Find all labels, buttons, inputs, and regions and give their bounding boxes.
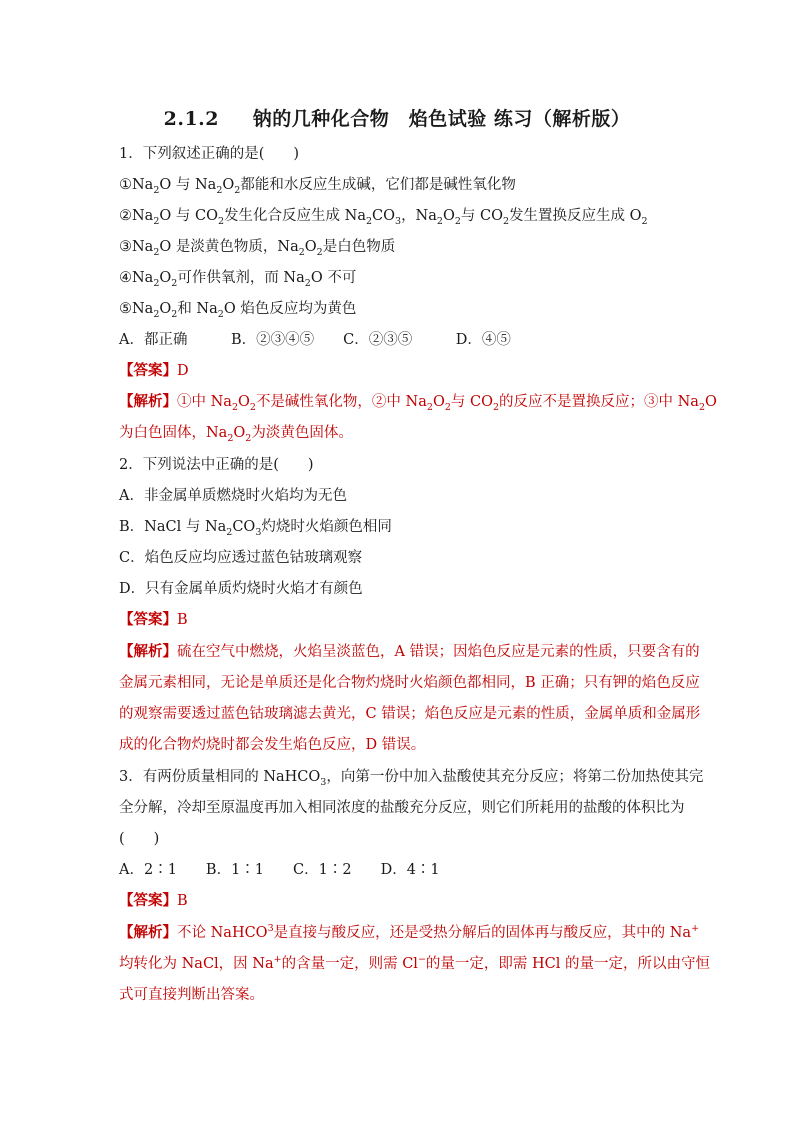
subscript: 2 — [234, 184, 241, 196]
q1-analysis-text-1: ①中 $Na_2O_2$不是碱性氧化物，②中 $Na_2O_2$与 $CO_2$的反应不是置换反应；③中 $Na_2O$ — [177, 394, 717, 413]
answer-value: B — [177, 612, 188, 628]
q1-options: A．都正确 B．②③④⑤ C．②③⑤ D．④⑤ — [119, 332, 511, 348]
subscript: 2 — [216, 184, 223, 196]
subscript: 2 — [217, 308, 224, 320]
subscript: 2 — [444, 401, 451, 413]
q1-statement-3: $③Na_2O$ 是淡黄色物质，$Na_2O_2$是白色物质 — [119, 239, 396, 258]
answer-value: B — [177, 893, 188, 909]
q2-analysis-line-4: 成的化合物灼烧时都会发生焰色反应，D 错误。 — [119, 737, 426, 753]
document-title: 2.1.2 钠的几种化合物 焰色试验 练习（解析版） — [163, 108, 631, 130]
subscript: 2 — [171, 277, 178, 289]
answer-label: 【答案】 — [119, 362, 177, 379]
subscript: 3 — [255, 526, 262, 538]
q1-answer — [119, 361, 679, 381]
answer-label: 【答案】 — [119, 892, 177, 909]
subscript: 2 — [171, 308, 178, 320]
answer-value: D — [177, 363, 189, 379]
subscript: 2 — [365, 215, 373, 227]
q3-analysis-line-2: 均转化为 NaCl，因 Na+的含量一定，则需 Cl−的量一定，即需 HCl 的量一定，所以由守恒 — [119, 954, 710, 972]
subscript: 3 — [395, 215, 402, 227]
answer-label: 【答案】 — [119, 611, 177, 628]
q2-analysis-line-2: 金属元素相同，无论是单质还是化合物灼烧时火焰颜色都相同，B 正确；只有钾的焰色反应 — [119, 675, 700, 691]
subscript: 2 — [698, 401, 706, 413]
superscript: + — [691, 923, 700, 935]
q2-answer — [119, 610, 679, 630]
q2-stem: 2．下列说法中正确的是( ) — [119, 457, 314, 473]
q1-stem: 1．下列叙述正确的是( ) — [119, 146, 300, 162]
q3-analysis-line-1 — [119, 923, 700, 943]
analysis-label: 【解析】 — [119, 643, 177, 660]
analysis-label: 【解析】 — [119, 393, 177, 410]
q2-analysis-text-1: 硫在空气中燃烧，火焰呈淡蓝色，A 错误；因焰色反应是元素的性质，只要含有的 — [177, 644, 700, 660]
q3-options: A．2∶1 B．1∶1 C．1∶2 D．4∶1 — [119, 862, 440, 878]
q3-answer — [119, 891, 679, 911]
q2-option-d: D．只有金属单质灼烧时火焰才有颜色 — [119, 581, 363, 597]
analysis-label: 【解析】 — [119, 924, 177, 941]
q2-option-c: C．焰色反应均应透过蓝色钴玻璃观察 — [119, 550, 363, 566]
subscript: 2 — [153, 246, 160, 258]
q2-analysis-line-1 — [119, 642, 700, 662]
subscript: 2 — [454, 215, 461, 227]
subscript: 2 — [153, 215, 160, 227]
subscript: 2 — [153, 184, 160, 196]
q2-analysis-line-3: 的观察需要透过蓝色钴玻璃滤去黄光，C 错误；焰色反应是元素的性质，金属单质和金属形 — [119, 706, 701, 722]
subscript: 2 — [231, 401, 238, 413]
subscript: 2 — [316, 246, 323, 258]
subscript: 2 — [153, 277, 160, 289]
subscript: 2 — [249, 401, 256, 413]
q3-stem-line-2: 全分解，冷却至原温度再加入相同浓度的盐酸充分反应，则它们所耗用的盐酸的体积比为 — [119, 800, 685, 816]
subscript: 2 — [226, 526, 233, 538]
q3-analysis-line-3: 式可直接判断出答案。 — [119, 987, 264, 1003]
q3-stem-line-1: 3．有两份质量相同的 NaHCO$_3$，向第一份中加入盐酸使其充分反应；将第二份加热使其完 — [119, 769, 704, 788]
q1-statement-1: $①Na_2O$ 与 $Na_2O_2$都能和水反应生成碱，它们都是碱性氧化物 — [119, 177, 516, 196]
subscript: 2 — [492, 401, 500, 413]
q1-statement-4: $④Na_2O_2$可作供氧剂，而 $Na_2O$ 不可 — [119, 270, 357, 289]
subscript: 2 — [153, 308, 160, 320]
superscript: − — [417, 954, 426, 966]
q3-analysis-text-1: 不论 NaHCO$^3$是直接与酸反应，还是受热分解后的固体再与酸反应，其中的 Na+ — [177, 923, 700, 941]
q1-analysis-line-1 — [119, 392, 717, 413]
subscript: 2 — [426, 401, 433, 413]
subscript: 2 — [502, 215, 510, 227]
q1-analysis-line-2: 为白色固体，$Na_2O_2$为淡黄色固体。 — [119, 425, 353, 444]
subscript: 2 — [217, 215, 225, 227]
subscript: 2 — [641, 215, 648, 227]
subscript: 2 — [436, 215, 443, 227]
q2-option-b: B．NaCl 与 $Na_2CO_3$灼烧时火焰颜色相同 — [119, 519, 392, 538]
subscript: 2 — [227, 432, 234, 444]
q3-stem-line-3: ( ) — [119, 831, 160, 847]
superscript: + — [273, 954, 282, 966]
q1-statement-5: $⑤Na_2O_2$和 $Na_2O$ 焰色反应均为黄色 — [119, 301, 357, 320]
superscript: 3 — [267, 923, 274, 935]
q2-option-a: A．非金属单质燃烧时火焰均为无色 — [119, 488, 347, 504]
subscript: 3 — [320, 776, 327, 788]
q1-statement-2: $②Na_2O$ 与 $CO_2$发生化合反应生成 $Na_2CO_3$，$Na_2O_2$与 $CO_2$发生置换反应生成 $O_2$ — [119, 208, 648, 227]
subscript: 2 — [304, 277, 311, 289]
subscript: 2 — [298, 246, 305, 258]
subscript: 2 — [245, 432, 252, 444]
